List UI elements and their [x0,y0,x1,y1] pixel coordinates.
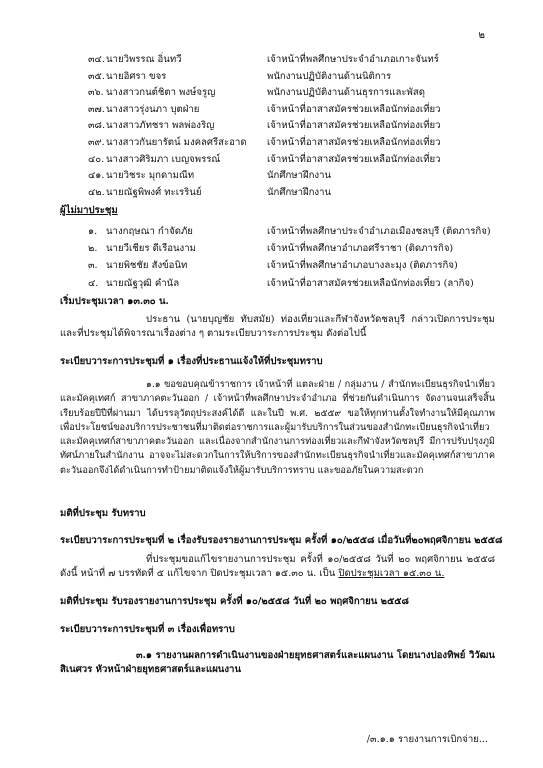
absentee-name: นายณัฐวุฒิ คำนัล [106,277,180,289]
attendee-role: พนักงานปฏิบัติงานด้านธุรการและพัสดุ [267,87,425,99]
attendee-name: นางสาวกนต์ชิตา พงษ์จรูญ [106,87,216,99]
page-number: ๒ [478,30,485,41]
absentee-name: นายพิชชัย สังข์อนิท [106,260,188,272]
attendee-role: พนักงานปฏิบัติงานด้านนิติการ [267,70,392,82]
agenda1-heading: ระเบียบวาระการประชุมที่ ๑ เรื่องที่ประธานแจ้งให้ที่ประชุมทราบ [60,356,323,367]
attendee-num: ๔๒. [88,186,105,198]
agenda1-body [60,378,495,478]
attendee-role: เจ้าหน้าที่อาสาสมัครช่วยเหลือนักท่องเที่ยว [267,103,441,115]
agenda3-item [60,649,495,678]
attendee-num: ๔๐. [88,153,105,165]
absentee-num: ๒. [88,243,98,255]
attendee-num: ๓๗. [88,103,105,115]
attendee-name: นายวิพรรณ อิ่นทวี [106,54,182,65]
attendee-role: นักศึกษาฝึกงาน [267,186,332,198]
agenda2-body [60,553,495,582]
absentee-role: เจ้าหน้าที่พลศึกษาอำเภอศรีราชา (ติดภารกิจ) [267,243,454,255]
absentee-name: นายวีเชียร ดีเรือนงาม [106,243,196,255]
attendee-num: ๓๙. [88,137,105,148]
absentee-num: ๔. [88,277,99,289]
agenda2-text: ที่ประชุมขอแก้ไขรายงานการประชุม ครั้งที่ ๑๐/๒๕๕๘ วันที่ ๒๐ พฤศจิกายน ๒๕๕๘ ดังนี้ หน้าที่ ๗ บรรทัดที่ ๕ แก้ไขจาก ปิดประชุมเวลา ๑๕.๓๐ น. เป็น [60,554,495,580]
resolution1: มติที่ประชุม รับทราบ [60,508,146,519]
agenda2-heading: ระเบียบวาระการประชุมที่ ๒ เรื่องรับรองรายงานการประชุม ครั้งที่ ๑๐/๒๕๕๘ เมื่อวันที่๒๐พฤศจิกายน ๒๕๕๘ [60,535,503,546]
attendee-name: นายวิชระ มุกดามณีท [106,170,195,182]
absentee-num: ๑. [88,226,98,237]
attendee-role: เจ้าหน้าที่อาสาสมัครช่วยเหลือนักท่องเที่ยว [267,120,441,132]
absentee-role: เจ้าหน้าที่พลศึกษาประจำอำเภอเมืองชลบุรี (ติดภารกิจ) [267,226,491,237]
agenda3-item-text: ๓.๑ รายงานผลการดำเนินงานของฝ่ายยุทธศาสตร์และแผนงาน โดยนางปองทิพย์ วิวัฒนสิเนศวร หัวหน้าฝ่ายยุทธศาสตร์และแผนงาน [60,650,495,676]
attendee-num: ๓๕. [88,70,105,82]
absentee-name: นางกฤษณา กำจัดภัย [106,226,193,237]
agenda2-correction: ปิดประชุมเวลา ๑๕.๓๐ น. [338,568,445,580]
attendee-name: นางสาวกันยารัตน์ มงคลศรีสะอาด [106,137,247,148]
attendee-name: นางสาวภัทชรา พลพ่องริญ [106,120,215,132]
opening-paragraph [60,313,495,342]
agenda1-text: ๑.๑ ขอขอบคุณข้าราชการ เจ้าหน้าที่ แตละฝ่าย / กลุ่มงาน / สำนักทะเบียนธุรกิจนำเที่ยวและมัคคุเทศก์ สาขาภาคตะวันออก / เจ้าหน้าที่พลศึกษาประจำอำเภอ ที่ช่วยกันดำเนินการ จัดงานจนเสร็จสิ้นเรียบร้อยปีปีที่ผ่านมา ได้บรรลุวัตถุประสงค์ได้ดี และในปี พ.ศ. ๒๕๕๙ ขอให้ทุกท่านตั้งใจทำงานให้มีคุณภาพ เพื่อประโยชน์ของบริการประชาชนที่มาติดต่อราชการและผู้มารับบริการในส่วนของสำนักทะเบียนธุรกิจนำเที่ยวและมัคคุเทศก์สาขาภาคตะวันออก และเนื่องจากสำนักงานการท่องเที่ยวและกีฬาจังหวัดชลบุรี มีการปรับปรุงภูมิทัศน์ภายในสำนักงาน อาจจะไม่สะดวกในการให้บริการของสำนักทะเบียนธุรกิจนำเที่ยวและมัคคุเทศก์สาขาภาคตะวันออกจึงได้ดำเนินการทำป้ายมาติดแจ้งให้ผู้มารับบริการทราบ และขออภัยในความสะดวก [60,379,495,476]
attendee-num: ๓๔. [88,54,105,65]
attendee-role: เจ้าหน้าที่อาสาสมัครช่วยเหลือนักท่องเที่ยว [267,137,441,148]
resolution2: มติที่ประชุม รับรองรายงานการประชุม ครั้งที่ ๑๐/๒๕๕๘ วันที่ ๒๐ พฤศจิกายน ๒๕๕๘ [60,596,409,607]
absentee-role: เจ้าหน้าที่อาสาสมัครช่วยเหลือนักท่องเที่ยว (ลากิจ) [267,277,474,289]
agenda3-heading: ระเบียบวาระการประชุมที่ ๓ เรื่องเพื่อทราบ [60,624,235,635]
attendee-name: นายอิศรา ขจร [106,70,167,82]
attendee-num: ๓๘. [88,120,106,132]
attendee-name: นายณัฐพิพงศ์ ทะเรรินย์ [106,186,202,198]
attendee-role: เจ้าหน้าที่อาสาสมัครช่วยเหลือนักท่องเที่ยว [267,153,441,165]
absentee-num: ๓. [88,260,98,272]
attendee-num: ๔๑. [88,170,105,182]
attendee-name: นางสาวรุ่งนภา บุตฝ่าย [106,103,200,115]
attendee-name: นางสาวศิริมภา เบญจพรรณ์ [106,153,221,165]
absent-heading: ผู้ไม่มาประชุม [60,205,118,216]
attendee-num: ๓๖. [88,87,104,99]
footer-continue: /๓.๑.๑ รายงานการเบิกจ่าย... [366,734,488,745]
attendee-role: นักศึกษาฝึกงาน [267,170,332,182]
absentee-role: เจ้าหน้าที่พลศึกษาอำเภอบางละมุง (ติดภารกิจ) [267,260,458,272]
opening-text: ประธาน (นายบุญชัย ทับสมัย) ท่องเที่ยวและกีฬาจังหวัดชลบุรี กล่าวเปิดการประชุมและที่ประชุมได้พิจารณาเรื่องต่าง ๆ ตามระเบียบวาระการประชุม ดังต่อไปนี้ [60,314,495,340]
attendee-role: เจ้าหน้าที่พลศึกษาประจำอำเภอเกาะจันทร์ [267,54,439,65]
start-time: เริ่มประชุมเวลา ๑๓.๓๐ น. [60,296,169,307]
